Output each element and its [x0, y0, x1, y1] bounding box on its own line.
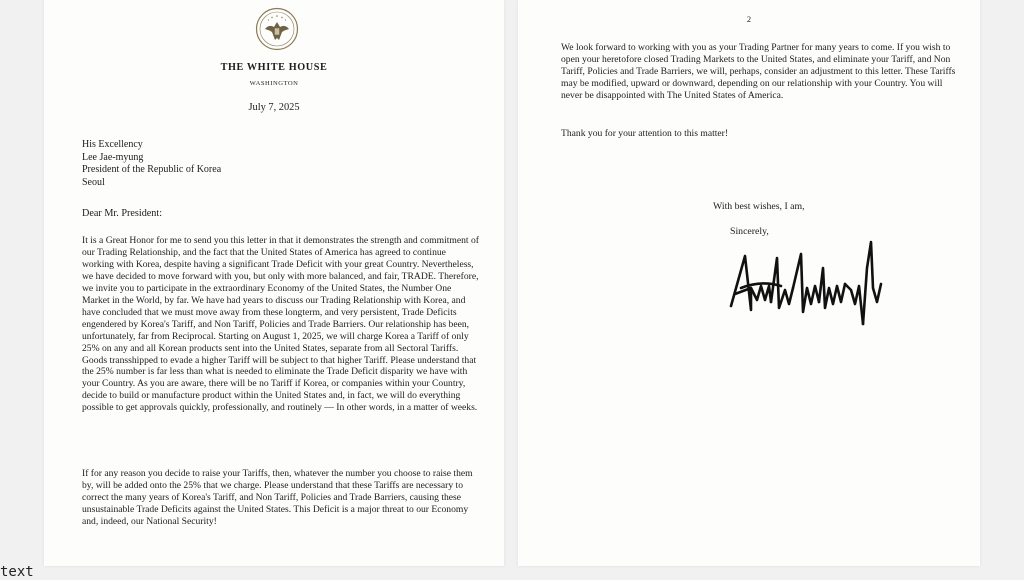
body-paragraph: We look forward to working with you as your Trading Partner for many years to come. If you wish to open your heretofore closed Trading Markets to the United States, and eliminate your Tariff, and Non Tariff, Policies and Trade Barriers, we will, perhaps, consider an adjustment to this letter. These Tariffs may be modified, upward or downward, depending on our relationship with your Country. You will never be disappointed with The United States of America.: [561, 42, 956, 101]
letterhead-city: WASHINGTON: [249, 80, 299, 87]
recipient-address: [82, 139, 221, 189]
footer-label: text: [0, 564, 34, 580]
address-line: His Excellency: [82, 139, 143, 150]
body-paragraph: It is a Great Honor for me to send you this letter in that it demonstrates the strength and commitment of our Trading Relationship, and the fact that the United States of America has agreed to continue working with Korea, despite having a significant Trade Deficit with your great Country. Nevertheless, we have decided to move forward with you, but only with more balanced, and fair, TRADE. Therefore, we invite you to participate in the extraordinary Economy of the United States, the Number One Market in the World, by far. We have had years to discuss our Trading Relationship with Korea, and have concluded that we must move away from these longterm, and very persistent, Trade Deficits engendered by Korea's Tariff, and Non Tariff, Policies and Trade Barriers. Our relationship has been, unfortunately, far from Reciprocal. Starting on August 1, 2025, we will charge Korea a Tariff of only 25% on any and all Korean products sent into the United States, separate from all Sectoral Tariffs. Goods transshipped to evade a higher Tariff will be subject to that higher Tariff. Please understand that the 25% number is far less than what is needed to eliminate the Trade Deficit disparity we have with your Country. As you are aware, there will be no Tariff if Korea, or companies within your Country, decide to build or manufacture product within the United States and, in fact, we will do everything possible to get approvals quickly, professionally, and routinely — In other words, in a matter of weeks.: [82, 235, 479, 414]
letter-page-2: [518, 0, 980, 566]
closing-line: With best wishes, I am,: [713, 201, 805, 212]
body-paragraph: Thank you for your attention to this matter!: [561, 128, 729, 139]
body-paragraph: If for any reason you decide to raise your Tariffs, then, whatever the number you choose to raise them by, will be added onto the 25% that we charge. Please understand that these Tariffs are necessary to correct the many years of Korea's Tariff, and Non Tariff, Policies and Trade Barriers, causing these unsustainable Trade Deficits against the United States. This Deficit is a major threat to our Economy and, indeed, our National Security!: [82, 468, 473, 527]
sign-off: Sincerely,: [730, 226, 769, 237]
address-line: Lee Jae-myung: [82, 151, 144, 163]
page-number: 2: [746, 14, 752, 24]
salutation: Dear Mr. President:: [82, 208, 163, 219]
handwritten-signature: [721, 228, 891, 338]
presidential-seal-icon: [255, 7, 299, 51]
letterhead-title: THE WHITE HOUSE: [220, 62, 328, 73]
address-line: Seoul: [82, 176, 105, 188]
letter-date: July 7, 2025: [248, 102, 300, 113]
address-line: President of the Republic of Korea: [82, 164, 222, 176]
letter-page-1: [44, 0, 504, 566]
